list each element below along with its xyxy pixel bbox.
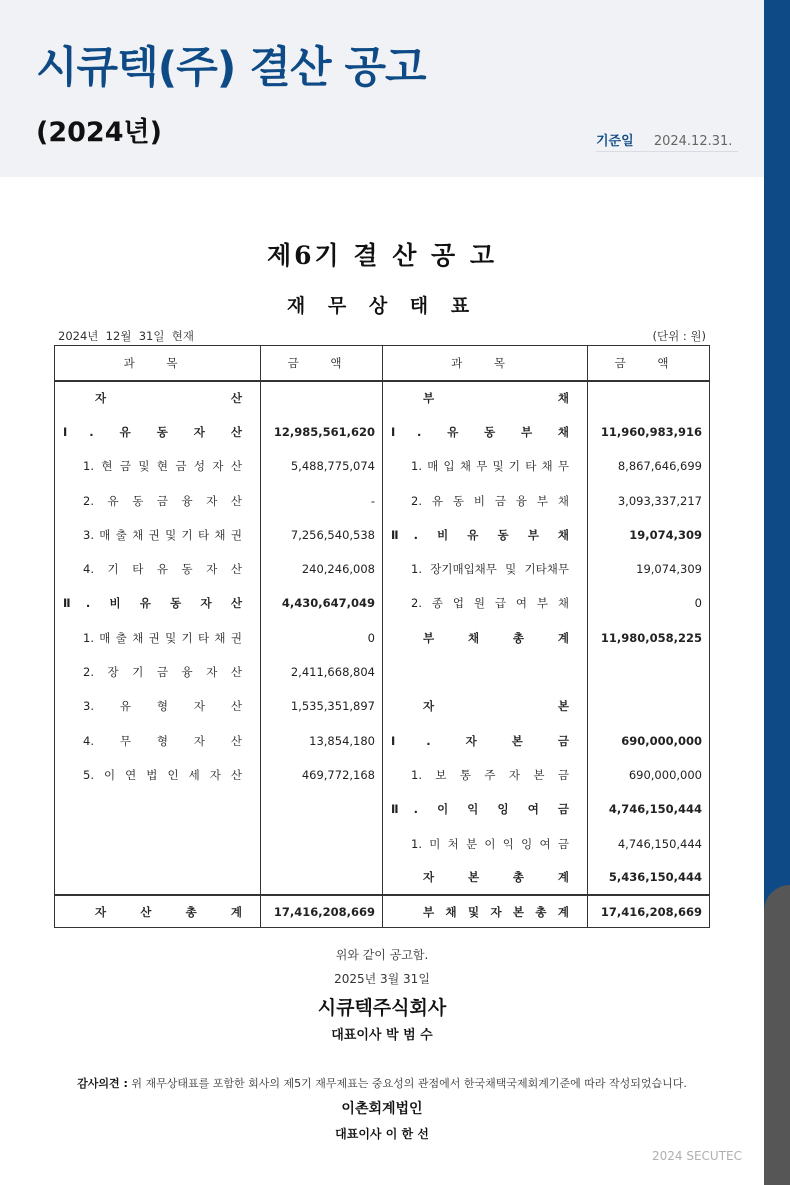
left-item: 3. 유 형 자 산	[55, 689, 261, 723]
right-item: 1. 미 처 분 이 익 잉 여 금	[383, 826, 588, 860]
notice-title: 제6기 결 산 공 고	[266, 241, 498, 270]
base-date-label: 기준일	[596, 134, 634, 149]
left-amount: 240,246,008	[261, 552, 383, 586]
right-amount: 690,000,000	[588, 758, 710, 792]
right-item: 2. 유 동 비 금 융 부 채	[383, 483, 588, 517]
right-amount	[588, 381, 710, 415]
right-item: 자 본 총 계	[383, 861, 588, 895]
total-assets-label: 자 산 총 계	[55, 895, 261, 928]
table-row	[55, 518, 710, 552]
right-amount: 3,093,337,217	[588, 483, 710, 517]
left-item: 5. 이 연 법 인 세 자 산	[55, 758, 261, 792]
audit-opinion	[0, 1075, 764, 1091]
right-item: 1. 보 통 주 자 본 금	[383, 758, 588, 792]
audit-opinion-label: 감사의견 :	[77, 1077, 128, 1090]
left-item: 4. 무 형 자 산	[55, 723, 261, 757]
right-item: Ⅱ. 이 익 잉 여 금	[383, 792, 588, 826]
left-amount	[261, 792, 383, 826]
table-row	[55, 655, 710, 689]
right-amount: 11,960,983,916	[588, 415, 710, 449]
left-item: 1. 매 출 채 권 및 기 타 채 권	[55, 621, 261, 655]
right-item: 2. 종 업 원 급 여 부 채	[383, 586, 588, 620]
left-item: 자 산	[55, 381, 261, 415]
left-amount: 1,535,351,897	[261, 689, 383, 723]
right-amount: 0	[588, 586, 710, 620]
left-amount: 13,854,180	[261, 723, 383, 757]
right-amount: 8,867,646,699	[588, 449, 710, 483]
table-row	[55, 723, 710, 757]
table-row	[55, 792, 710, 826]
right-item: Ⅰ. 유 동 부 채	[383, 415, 588, 449]
right-amount: 4,746,150,444	[588, 826, 710, 860]
audit-opinion-text: 위 재무상태표를 포함한 회사의 제5기 재무제표는 중요성의 관점에서 한국채택국제회계기준에 따라 작성되었습니다.	[131, 1077, 687, 1090]
notice-statement: 위와 같이 공고함.	[335, 948, 429, 962]
left-amount: 4,430,647,049	[261, 586, 383, 620]
auditor-ceo: 대표이사 이 한 선	[335, 1127, 429, 1141]
left-item	[55, 792, 261, 826]
right-amount: 5,436,150,444	[588, 861, 710, 895]
table-row	[55, 586, 710, 620]
right-item: Ⅰ. 자 본 금	[383, 723, 588, 757]
year-title: (2024년)	[36, 117, 162, 148]
total-assets-amount: 17,416,208,669	[261, 895, 383, 928]
table-row	[55, 552, 710, 586]
left-amount: 5,488,775,074	[261, 449, 383, 483]
right-item: 부 채 총 계	[383, 621, 588, 655]
table-row	[55, 449, 710, 483]
header-item-left: 과 목	[55, 346, 261, 381]
footer-copyright: 2024 SECUTEC	[651, 1149, 742, 1163]
page-title: 시큐텍(주) 결산 공고	[36, 43, 426, 93]
left-amount	[261, 826, 383, 860]
left-amount	[261, 381, 383, 415]
left-amount: 469,772,168	[261, 758, 383, 792]
base-date-value: 2024.12.31.	[653, 134, 733, 149]
right-amount: 11,980,058,225	[588, 621, 710, 655]
left-item: Ⅰ. 유 동 자 산	[55, 415, 261, 449]
left-item: 3. 매 출 채 권 및 기 타 채 권	[55, 518, 261, 552]
left-item: 1. 현 금 및 현 금 성 자 산	[55, 449, 261, 483]
unit-label: (단위 : 원)	[652, 329, 706, 343]
table-row	[55, 415, 710, 449]
left-amount: 7,256,540,538	[261, 518, 383, 552]
notice-date: 2025년 3월 31일	[334, 972, 430, 986]
left-amount: 2,411,668,804	[261, 655, 383, 689]
right-amount: 690,000,000	[588, 723, 710, 757]
header-amount-left: 금 액	[261, 346, 383, 381]
left-amount: 0	[261, 621, 383, 655]
table-row	[55, 483, 710, 517]
left-amount	[261, 861, 383, 895]
left-item: 2. 유 동 금 융 자 산	[55, 483, 261, 517]
table-row	[55, 758, 710, 792]
right-amount: 4,746,150,444	[588, 792, 710, 826]
company-name: 시큐텍주식회사	[317, 997, 447, 1019]
left-item: 2. 장 기 금 융 자 산	[55, 655, 261, 689]
right-amount: 19,074,309	[588, 518, 710, 552]
table-row	[55, 381, 710, 415]
left-item: 4. 기 타 유 동 자 산	[55, 552, 261, 586]
auditor-name: 이촌회계법인	[341, 1101, 423, 1117]
right-item: Ⅱ. 비 유 동 부 채	[383, 518, 588, 552]
table-row	[55, 861, 710, 895]
right-item: 1. 장기매입채무 및 기타채무	[383, 552, 588, 586]
right-item: 부 채	[383, 381, 588, 415]
statement-title: 재 무 상 태 표	[286, 295, 478, 317]
table-row	[55, 621, 710, 655]
table-row	[55, 689, 710, 723]
right-amount	[588, 655, 710, 689]
header-item-right: 과 목	[383, 346, 588, 381]
page-header	[0, 0, 764, 177]
right-item: 자 본	[383, 689, 588, 723]
left-amount: 12,985,561,620	[261, 415, 383, 449]
right-item: 1. 매 입 채 무 및 기 타 채 무	[383, 449, 588, 483]
table-row	[55, 826, 710, 860]
left-item: Ⅱ. 비 유 동 자 산	[55, 586, 261, 620]
header-amount-right: 금 액	[588, 346, 710, 381]
total-liabilities-equity-label: 부 채 및 자 본 총 계	[383, 895, 588, 928]
base-date	[596, 130, 738, 152]
right-amount	[588, 689, 710, 723]
table-header-row	[55, 346, 710, 381]
right-item	[383, 655, 588, 689]
left-amount: -	[261, 483, 383, 517]
as-of-date: 2024년 12월 31일 현재	[58, 329, 195, 343]
company-ceo: 대표이사 박 범 수	[331, 1028, 433, 1043]
left-item	[55, 826, 261, 860]
left-item	[55, 861, 261, 895]
balance-sheet-table	[54, 345, 710, 928]
total-liabilities-equity-amount: 17,416,208,669	[588, 895, 710, 928]
side-band-accent	[764, 885, 790, 1185]
totals-row	[55, 895, 710, 928]
right-amount: 19,074,309	[588, 552, 710, 586]
